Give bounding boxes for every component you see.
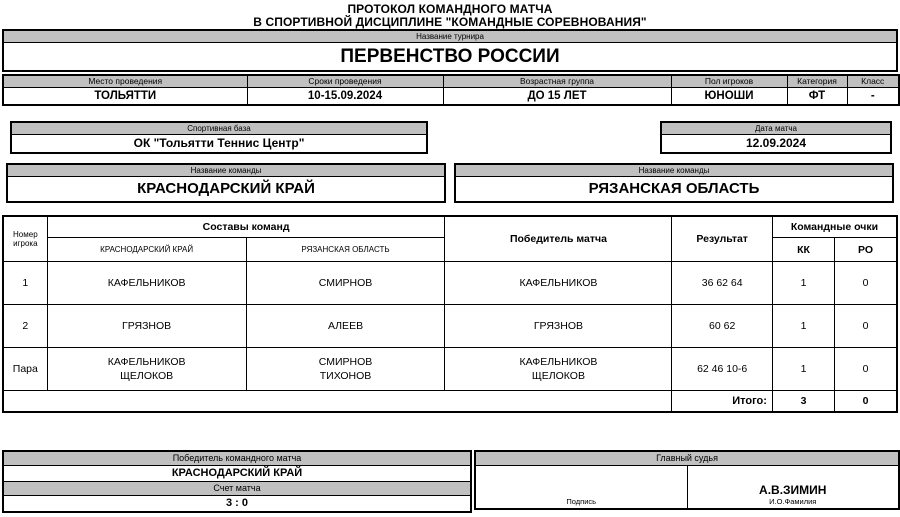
table-row bbox=[3, 305, 897, 348]
gender-value: ЮНОШИ bbox=[671, 88, 787, 106]
team-points-header: Командные очки bbox=[772, 216, 897, 238]
row-number: Пара bbox=[3, 348, 47, 391]
age-group-value: ДО 15 ЛЕТ bbox=[443, 88, 671, 106]
away-team-table bbox=[454, 163, 894, 203]
total-label: Итого: bbox=[672, 391, 772, 413]
total-kk: 3 bbox=[772, 391, 834, 413]
gender-label: Пол игроков bbox=[671, 75, 787, 88]
total-spacer bbox=[445, 391, 672, 413]
row-away-player: СМИРНОВ bbox=[246, 262, 445, 305]
player-number-header-line2: игрока bbox=[13, 239, 38, 248]
row-winner: КАФЕЛЬНИКОВ bbox=[445, 262, 672, 305]
total-spacer bbox=[47, 391, 246, 413]
dates-label: Сроки проведения bbox=[247, 75, 443, 88]
winner-label: Победитель командного матча bbox=[3, 451, 471, 466]
home-team-block bbox=[6, 163, 446, 203]
sport-base-block bbox=[10, 121, 428, 154]
row-points-kk: 1 bbox=[772, 262, 834, 305]
event-info-block bbox=[2, 74, 900, 106]
judge-name: А.В.ЗИМИН bbox=[759, 483, 827, 497]
table-row bbox=[3, 262, 897, 305]
match-score-value: 3 : 0 bbox=[3, 496, 471, 513]
points-po-header: РО bbox=[835, 238, 897, 262]
chief-judge-label: Главный судья bbox=[475, 451, 899, 466]
points-kk-header: КК bbox=[772, 238, 834, 262]
signature-cell bbox=[475, 466, 687, 510]
row-score: 60 62 bbox=[672, 305, 772, 348]
event-info-table bbox=[2, 74, 900, 106]
tournament-label: Название турнира bbox=[3, 30, 897, 43]
row-score: 36 62 64 bbox=[672, 262, 772, 305]
table-row bbox=[3, 348, 897, 391]
sport-base-label: Спортивная база bbox=[11, 122, 427, 135]
total-spacer bbox=[3, 391, 47, 413]
row-home-player: КАФЕЛЬНИКОВ ЩЕЛОКОВ bbox=[47, 348, 246, 391]
match-date-block bbox=[660, 121, 892, 154]
venue-label: Место проведения bbox=[3, 75, 247, 88]
total-spacer bbox=[246, 391, 445, 413]
tournament-block bbox=[2, 29, 898, 72]
document-title bbox=[0, 0, 900, 29]
result-header: Результат bbox=[672, 216, 772, 262]
match-winner-block bbox=[2, 450, 472, 513]
lineup-home-header: КРАСНОДАРСКИЙ КРАЙ bbox=[47, 238, 246, 262]
judge-name-cell bbox=[687, 466, 899, 510]
row-home-player: КАФЕЛЬНИКОВ bbox=[47, 262, 246, 305]
row-home-player: ГРЯЗНОВ bbox=[47, 305, 246, 348]
home-team-table bbox=[6, 163, 446, 203]
row-away-player: СМИРНОВ ТИХОНОВ bbox=[246, 348, 445, 391]
total-po: 0 bbox=[835, 391, 897, 413]
judge-name-caption: И.О.Фамилия bbox=[769, 497, 817, 506]
dates-value: 10-15.09.2024 bbox=[247, 88, 443, 106]
row-away-player: АЛЕЕВ bbox=[246, 305, 445, 348]
results-block bbox=[2, 215, 898, 413]
row-winner: КАФЕЛЬНИКОВ ЩЕЛОКОВ bbox=[445, 348, 672, 391]
row-points-po: 0 bbox=[835, 348, 897, 391]
row-points-kk: 1 bbox=[772, 305, 834, 348]
home-team-name: КРАСНОДАРСКИЙ КРАЙ bbox=[7, 177, 445, 203]
lineup-away-header: РЯЗАНСКАЯ ОБЛАСТЬ bbox=[246, 238, 445, 262]
sport-base-value: ОК "Тольятти Теннис Центр" bbox=[11, 135, 427, 154]
category-value: ФТ bbox=[787, 88, 847, 106]
row-points-po: 0 bbox=[835, 305, 897, 348]
away-team-block bbox=[454, 163, 894, 203]
row-number: 1 bbox=[3, 262, 47, 305]
document-title-line2: В СПОРТИВНОЙ ДИСЦИПЛИНЕ "КОМАНДНЫЕ СОРЕВНОВАНИЯ" bbox=[253, 15, 647, 29]
away-team-label: Название команды bbox=[455, 164, 893, 177]
match-date-table bbox=[660, 121, 892, 154]
chief-judge-table bbox=[474, 450, 900, 510]
row-points-po: 0 bbox=[835, 262, 897, 305]
player-number-header-line1: Номер bbox=[13, 230, 38, 239]
match-date-label: Дата матча bbox=[661, 122, 891, 135]
home-team-label: Название команды bbox=[7, 164, 445, 177]
match-date-value: 12.09.2024 bbox=[661, 135, 891, 154]
total-row bbox=[3, 391, 897, 413]
match-winner-header: Победитель матча bbox=[445, 216, 672, 262]
class-value: - bbox=[847, 88, 899, 106]
winner-value: КРАСНОДАРСКИЙ КРАЙ bbox=[3, 466, 471, 482]
row-number: 2 bbox=[3, 305, 47, 348]
document-title-line1: ПРОТОКОЛ КОМАНДНОГО МАТЧА bbox=[347, 2, 553, 16]
tournament-table bbox=[2, 29, 898, 72]
chief-judge-block bbox=[474, 450, 900, 510]
venue-value: ТОЛЬЯТТИ bbox=[3, 88, 247, 106]
match-score-label: Счет матча bbox=[3, 482, 471, 496]
lineups-header: Составы команд bbox=[47, 216, 445, 238]
sport-base-table bbox=[10, 121, 428, 154]
match-winner-table bbox=[2, 450, 472, 513]
category-label: Категория bbox=[787, 75, 847, 88]
row-winner: ГРЯЗНОВ bbox=[445, 305, 672, 348]
player-number-header bbox=[3, 216, 47, 262]
away-team-name: РЯЗАНСКАЯ ОБЛАСТЬ bbox=[455, 177, 893, 203]
class-label: Класс bbox=[847, 75, 899, 88]
signature-caption: Подпись bbox=[566, 497, 597, 506]
age-group-label: Возрастная группа bbox=[443, 75, 671, 88]
tournament-name: ПЕРВЕНСТВО РОССИИ bbox=[3, 43, 897, 72]
results-table bbox=[2, 215, 898, 413]
row-points-kk: 1 bbox=[772, 348, 834, 391]
row-score: 62 46 10-6 bbox=[672, 348, 772, 391]
